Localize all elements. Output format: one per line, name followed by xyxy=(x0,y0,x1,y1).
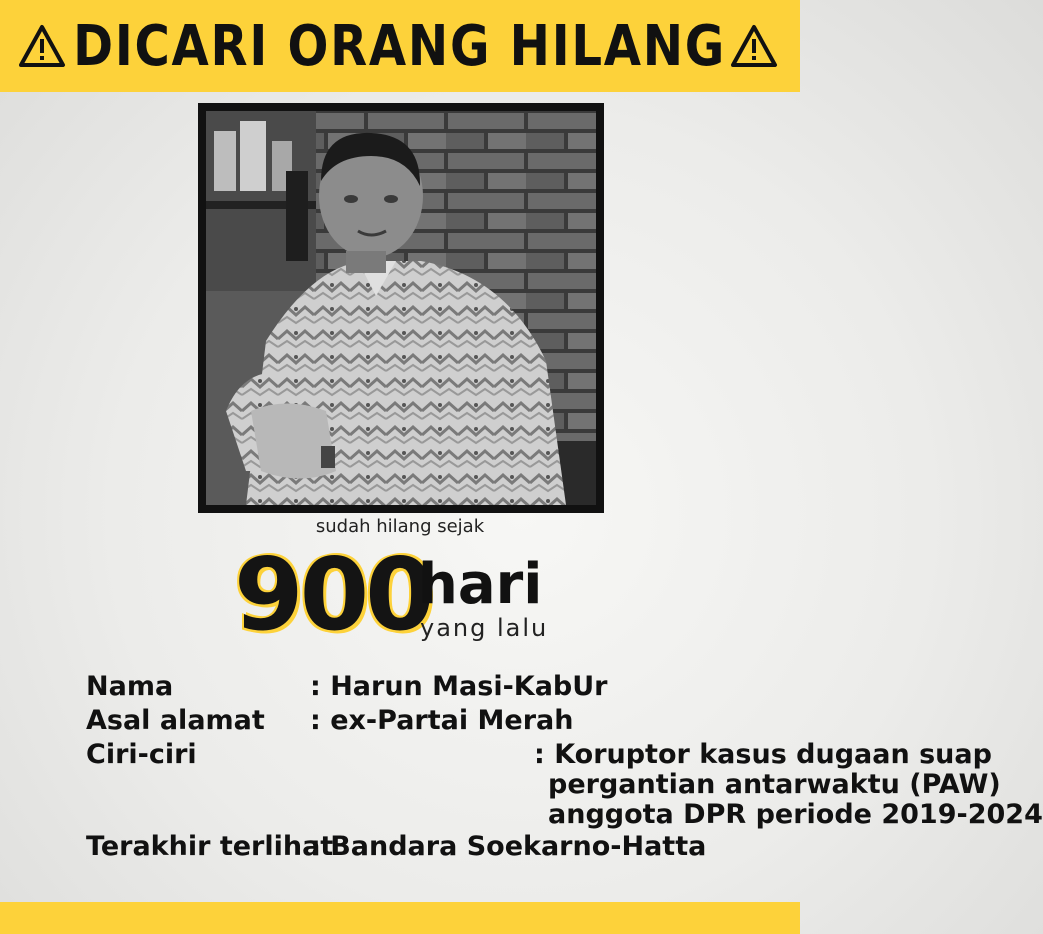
last-seen-value: : Bandara Soekarno-Hatta xyxy=(310,831,707,862)
title-banner xyxy=(0,0,800,92)
address-value: : ex-Partai Merah xyxy=(310,705,574,736)
person-info xyxy=(86,670,1043,864)
last-seen-label: Terakhir terlihat xyxy=(86,831,334,862)
page-title: DICARI ORANG HILANG xyxy=(73,13,727,79)
name-value: : Harun Masi-KabUr xyxy=(310,671,608,702)
name-label: Nama xyxy=(86,671,174,702)
photo-frame xyxy=(198,103,604,513)
days-unit: hari xyxy=(418,552,543,617)
last-seen-row xyxy=(86,830,819,864)
ago-label: yang lalu xyxy=(420,614,549,642)
warning-icon xyxy=(18,24,66,68)
days-count: 900 xyxy=(234,536,431,653)
traits-row xyxy=(86,738,1043,830)
address-row xyxy=(86,704,819,738)
traits-line-2: pergantian antarwaktu (PAW) xyxy=(548,769,1001,800)
warning-icon xyxy=(730,24,778,68)
address-label: Asal alamat xyxy=(86,705,265,736)
traits-label: Ciri-ciri xyxy=(86,739,197,770)
traits-line-1: : Koruptor kasus dugaan suap xyxy=(534,739,992,770)
portrait-photo xyxy=(206,111,596,505)
name-row xyxy=(86,670,819,704)
bottom-bar xyxy=(0,902,800,934)
traits-line-3: anggota DPR periode 2019-2024 xyxy=(548,799,1043,830)
traits-value xyxy=(534,738,1043,830)
missing-since-label: sudah hilang sejak xyxy=(315,516,485,537)
